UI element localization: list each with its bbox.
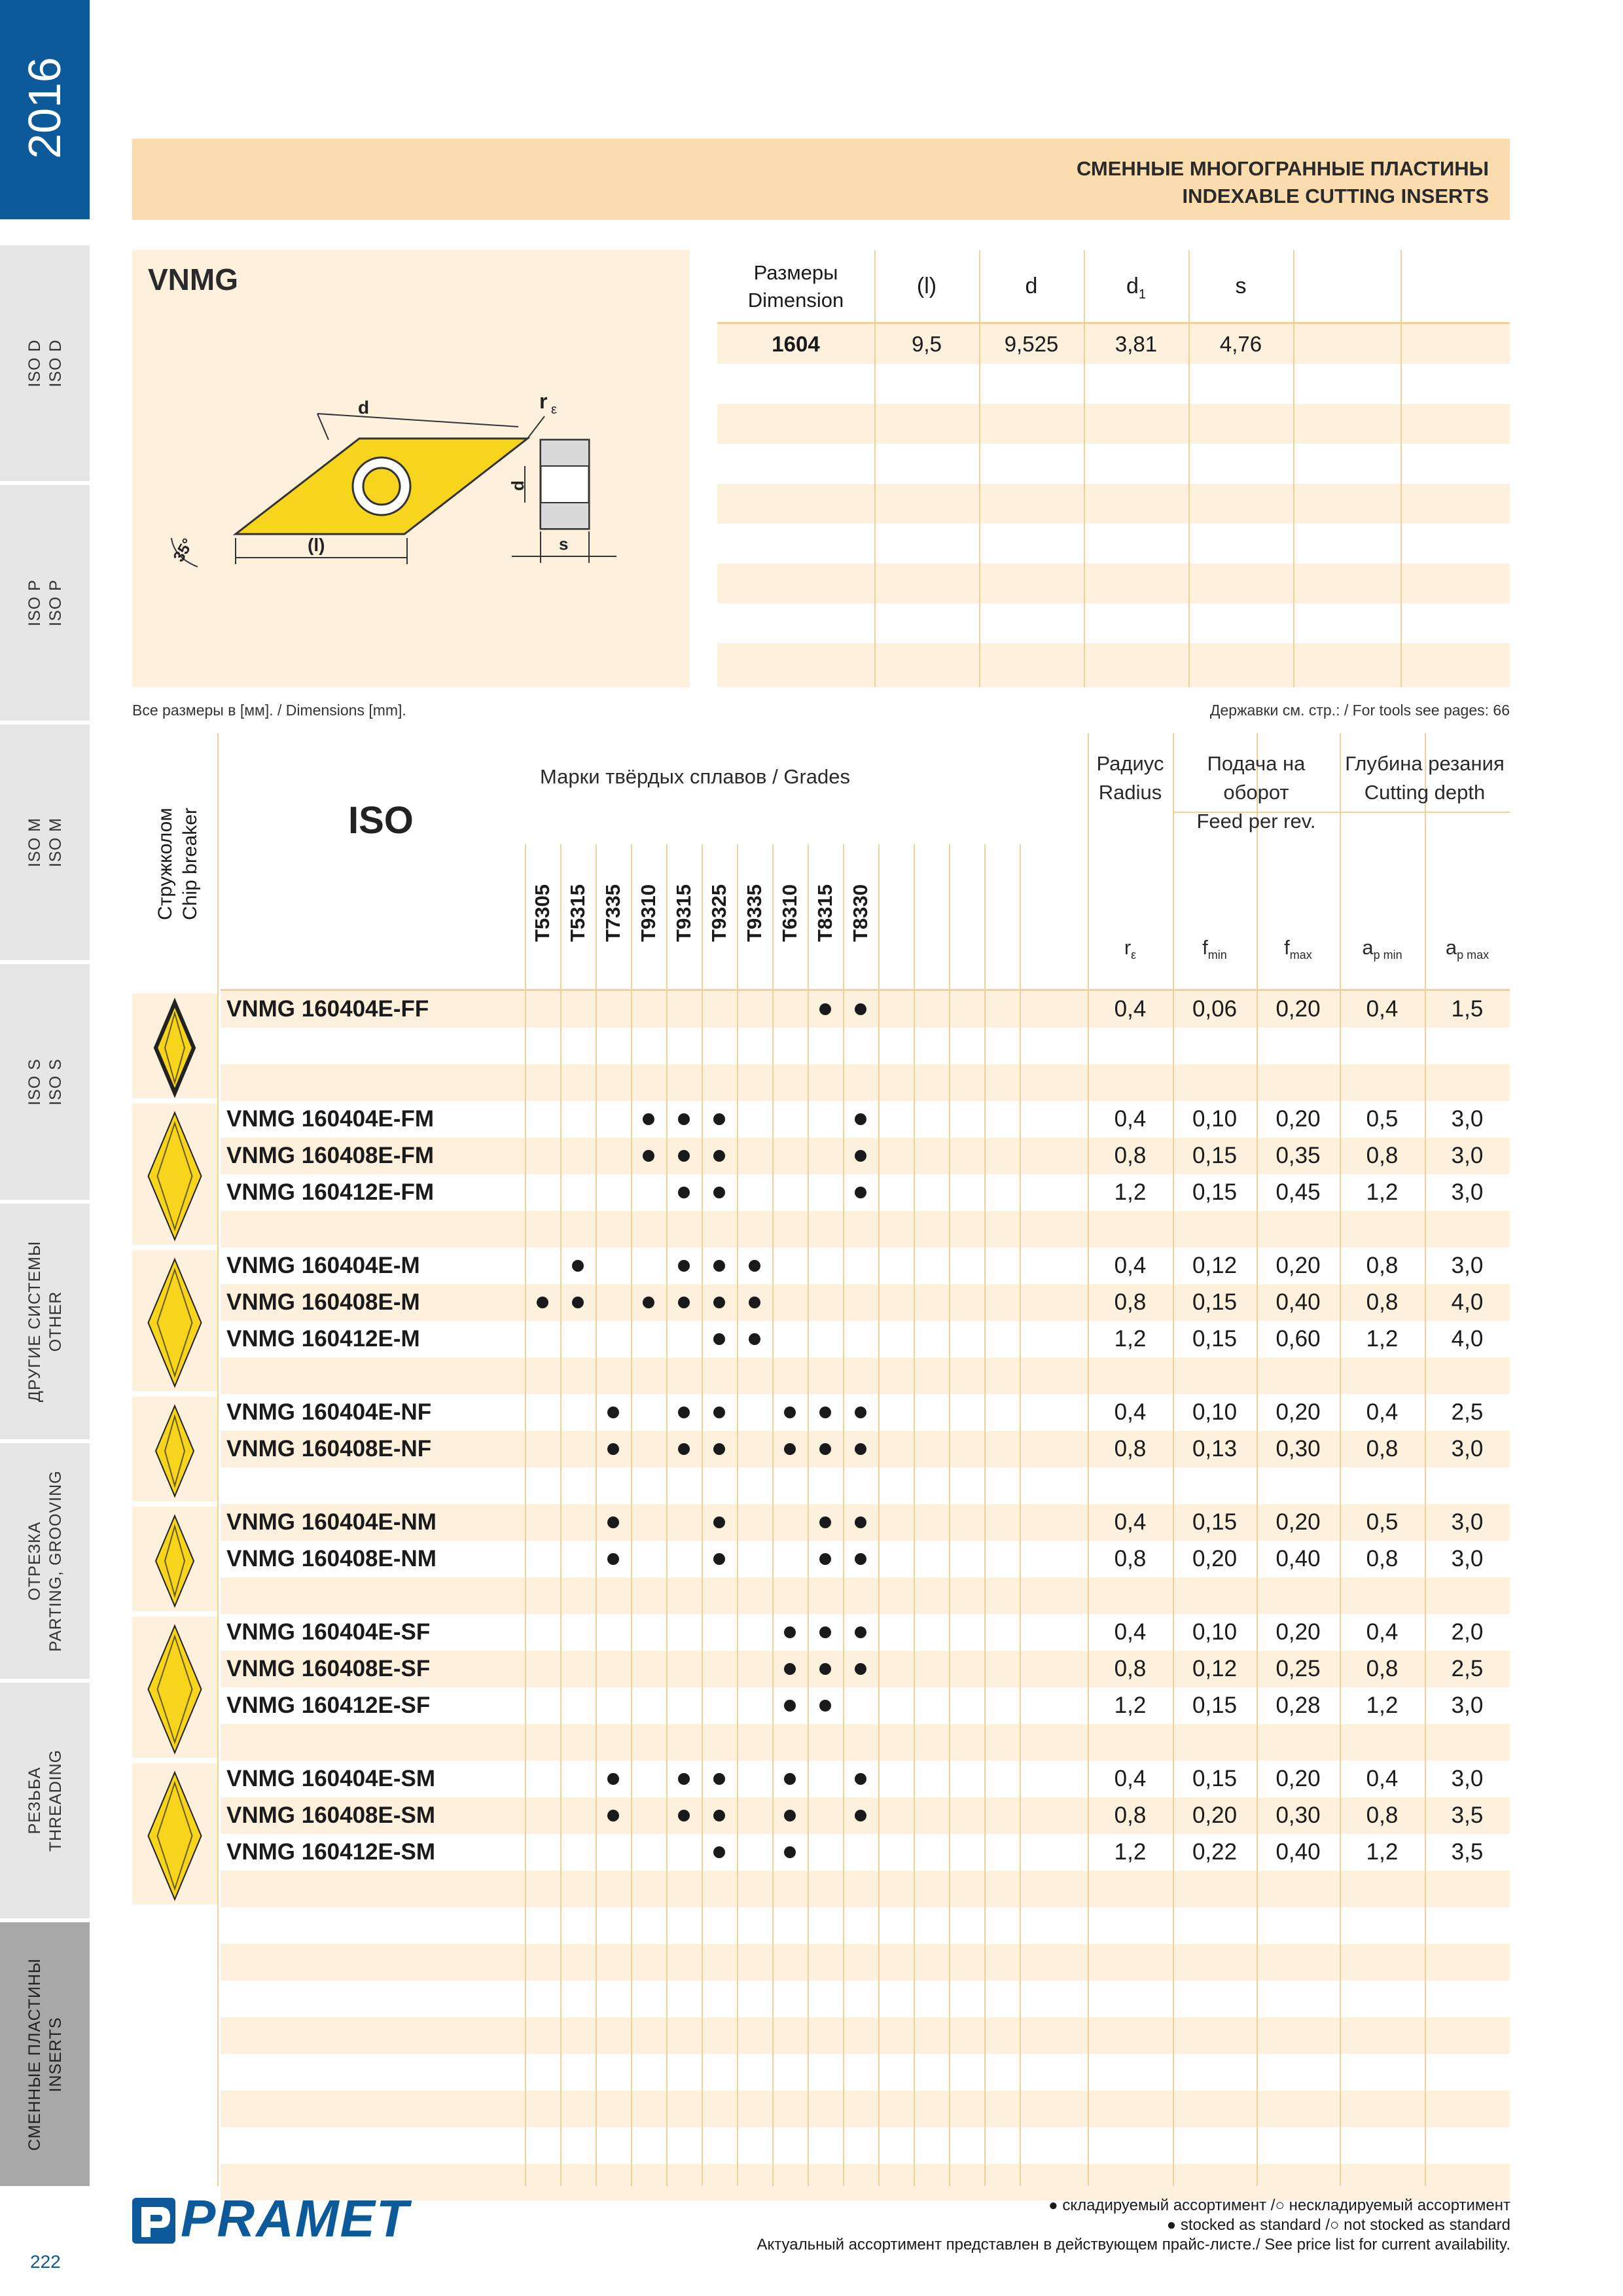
designation: VNMG 160404E-M: [226, 1253, 420, 1278]
fmax-value: 0,20: [1275, 1106, 1321, 1132]
d1-cell: 3,81: [1115, 332, 1158, 356]
fmin-value: 0,12: [1192, 1656, 1238, 1681]
fmax-value: 0,28: [1275, 1693, 1321, 1718]
apmin-value: 0,4: [1366, 1399, 1399, 1425]
stock-dot: [819, 1407, 831, 1418]
radius-sub: ε: [551, 403, 557, 417]
tab-label-en: OTHER: [46, 1291, 65, 1352]
radius-label: r: [539, 389, 548, 413]
apmax-value: 2,5: [1451, 1399, 1484, 1425]
tab-label-en: THREADING: [46, 1749, 65, 1852]
tab-label-ru: ДРУГИЕ СИСТЕМЫ: [25, 1240, 44, 1403]
designation: VNMG 160404E-SM: [226, 1766, 436, 1791]
stock-dot: [819, 1626, 831, 1638]
tab-label-en: ISO M: [46, 817, 65, 867]
stock-dot: [713, 1553, 725, 1565]
fmin-value: 0,12: [1192, 1253, 1238, 1278]
grade-header: T5305: [531, 884, 554, 942]
stock-dot: [572, 1297, 584, 1308]
stock-dot: [819, 1553, 831, 1565]
stock-dot: [749, 1260, 760, 1272]
sidebar: [0, 0, 90, 2186]
stock-dot: [643, 1297, 654, 1308]
radius-header: Радиус Radius: [1096, 752, 1164, 804]
fmin-value: 0,22: [1192, 1839, 1238, 1865]
stock-dot: [819, 1003, 831, 1015]
pramet-logo-icon: [132, 2198, 175, 2244]
legend-en: ● stocked as standard /○ not stocked as standard: [1166, 2216, 1510, 2234]
grades-table: [132, 733, 1510, 2186]
fmax-value: 0,25: [1275, 1656, 1321, 1681]
designation: VNMG 160412E-SF: [226, 1693, 431, 1718]
stock-dot: [713, 1407, 725, 1418]
re-value: 0,8: [1114, 1289, 1147, 1315]
stock-dot: [855, 1003, 866, 1015]
re-value: 0,4: [1114, 1619, 1147, 1645]
stock-dot: [713, 1260, 725, 1272]
apmin-value: 0,8: [1366, 1253, 1399, 1278]
chipbreaker-nm-icon: [132, 1507, 217, 1611]
apmax-value: 2,0: [1451, 1619, 1484, 1645]
re-value: 0,8: [1114, 1546, 1147, 1571]
fmin-value: 0,06: [1192, 996, 1238, 1022]
grade-header: T9315: [672, 884, 695, 942]
fmin-value: 0,15: [1192, 1326, 1238, 1352]
re-value: 0,8: [1114, 1803, 1147, 1828]
tab-label-ru: ISO D: [25, 339, 44, 387]
re-value: 1,2: [1114, 1839, 1147, 1865]
designation: VNMG 160408E-M: [226, 1289, 420, 1315]
stock-dot: [678, 1407, 690, 1418]
tab-label-en: ISO S: [46, 1058, 65, 1105]
fmin-value: 0,15: [1192, 1766, 1238, 1791]
chipbreaker-ff-icon: [132, 994, 217, 1098]
designation: VNMG 160404E-NF: [226, 1399, 432, 1425]
fmax-value: 0,20: [1275, 1253, 1321, 1278]
stock-dot: [855, 1663, 866, 1675]
stock-dot: [855, 1626, 866, 1638]
apmin-value: 0,4: [1366, 996, 1399, 1022]
stock-dot: [678, 1810, 690, 1821]
re-value: 0,4: [1114, 996, 1147, 1022]
fmin-value: 0,20: [1192, 1546, 1238, 1571]
tab-label-en: ISO D: [46, 339, 65, 387]
apmax-value: 3,0: [1451, 1693, 1484, 1718]
stock-dot: [855, 1516, 866, 1528]
stock-dot: [784, 1626, 796, 1638]
symbol-fmin: $f_{min}$: [1202, 936, 1227, 962]
apmax-value: 4,0: [1451, 1289, 1484, 1315]
grade-header: T9335: [743, 884, 766, 942]
fmax-value: 0,20: [1275, 1766, 1321, 1791]
dim-d-label: d: [358, 397, 370, 418]
dimension-header-en: Dimension: [747, 289, 844, 312]
re-value: 0,8: [1114, 1436, 1147, 1462]
apmax-value: 3,0: [1451, 1509, 1484, 1535]
stock-dot: [784, 1407, 796, 1418]
apmin-value: 0,8: [1366, 1656, 1399, 1681]
sidebar-tab-iso-p[interactable]: [0, 481, 90, 721]
apmin-value: 0,5: [1366, 1509, 1399, 1535]
apmax-value: 3,0: [1451, 1766, 1484, 1791]
grade-header: T6310: [778, 884, 801, 942]
sidebar-tab-parting[interactable]: [0, 1439, 90, 1679]
stock-dot: [678, 1113, 690, 1125]
sidebar-tab-iso-s[interactable]: [0, 960, 90, 1200]
page-number: 222: [30, 2251, 61, 2272]
section-title-ru: СМЕННЫЕ МНОГОГРАННЫЕ ПЛАСТИНЫ: [1076, 157, 1489, 180]
tab-label-en: ISO P: [46, 579, 65, 626]
stock-dot: [537, 1297, 548, 1308]
stock-dot: [713, 1810, 725, 1821]
apmin-value: 1,2: [1366, 1326, 1399, 1352]
col-header-l: (l): [916, 274, 937, 298]
stock-dot: [784, 1773, 796, 1785]
apmax-value: 3,0: [1451, 1143, 1484, 1168]
stock-dot: [784, 1663, 796, 1675]
dimension-row: [717, 324, 1510, 364]
stock-dot: [607, 1407, 619, 1418]
stock-dot: [678, 1260, 690, 1272]
depth-header: Глубина резания Cutting depth: [1345, 752, 1505, 804]
stock-dot: [678, 1187, 690, 1198]
tab-label-ru: ISO M: [25, 817, 44, 867]
fmax-value: 0,20: [1275, 1619, 1321, 1645]
designation: VNMG 160404E-NM: [226, 1509, 437, 1535]
re-value: 1,2: [1114, 1179, 1147, 1205]
fmax-value: 0,35: [1275, 1143, 1321, 1168]
designation: VNMG 160412E-FM: [226, 1179, 435, 1205]
insert-drawing: [132, 250, 690, 687]
stock-dot: [713, 1516, 725, 1528]
grade-header: T8330: [849, 884, 872, 942]
chipbreaker-nf-icon: [132, 1397, 217, 1501]
stock-dot: [855, 1113, 866, 1125]
dimension-table: [717, 250, 1510, 687]
tab-label-ru: ОТРЕЗКА: [25, 1521, 44, 1601]
year-badge: [0, 0, 90, 219]
stock-dot: [607, 1443, 619, 1455]
stock-dot: [784, 1846, 796, 1858]
chipbreaker-fm-icon: [132, 1103, 217, 1245]
fmax-value: 0,40: [1275, 1839, 1321, 1865]
dimension-header-ru: Размеры: [753, 261, 838, 284]
fmin-value: 0,20: [1192, 1803, 1238, 1828]
designation: VNMG 160404E-SF: [226, 1619, 431, 1645]
tab-label-ru: РЕЗЬБА: [25, 1767, 44, 1835]
stock-dot: [819, 1443, 831, 1455]
fmin-value: 0,13: [1192, 1436, 1238, 1462]
dim-s-label: s: [559, 534, 569, 554]
stock-dot: [713, 1150, 725, 1162]
fmax-value: 0,60: [1275, 1326, 1321, 1352]
stock-dot: [855, 1773, 866, 1785]
fmin-value: 0,15: [1192, 1289, 1238, 1315]
stock-dot: [713, 1846, 725, 1858]
designation: VNMG 160404E-FM: [226, 1106, 435, 1132]
year-label: 2016: [19, 57, 70, 159]
chipbreaker-header: Стружколом Chip breaker: [154, 808, 201, 920]
stock-dot: [819, 1700, 831, 1712]
apmax-value: 3,0: [1451, 1546, 1484, 1571]
fmin-value: 0,10: [1192, 1106, 1238, 1132]
apmax-value: 1,5: [1451, 996, 1484, 1022]
tab-label-ru: СМЕННЫЕ ПЛАСТИНЫ: [25, 1958, 44, 2151]
re-value: 0,4: [1114, 1766, 1147, 1791]
price-note: Актуальный ассортимент представлен в действующем прайс-листе./ See price list for current availability.: [757, 2236, 1510, 2253]
tab-label-ru: ISO P: [25, 579, 44, 626]
stock-dot: [819, 1516, 831, 1528]
apmax-value: 2,5: [1451, 1656, 1484, 1681]
tools-pages-note: Державки см. стр.: / For tools see pages: 66: [1209, 702, 1510, 719]
stock-dot: [713, 1773, 725, 1785]
brand-logo-text: PRAMET: [181, 2189, 410, 2248]
tab-label-en: INSERTS: [46, 2017, 65, 2092]
tab-label-ru: ISO S: [25, 1058, 44, 1105]
apmin-value: 0,5: [1366, 1106, 1399, 1132]
apmin-value: 0,4: [1366, 1619, 1399, 1645]
apmin-value: 0,4: [1366, 1766, 1399, 1791]
stock-dot: [678, 1150, 690, 1162]
stock-dot: [572, 1260, 584, 1272]
symbol-re: $r_\varepsilon$: [1124, 936, 1137, 962]
designation: VNMG 160408E-FM: [226, 1143, 435, 1168]
fmax-value: 0,20: [1275, 996, 1321, 1022]
stock-dot: [713, 1443, 725, 1455]
re-value: 0,8: [1114, 1656, 1147, 1681]
stock-dot: [749, 1297, 760, 1308]
apmax-value: 3,5: [1451, 1839, 1484, 1865]
designation: VNMG 160404E-FF: [226, 996, 429, 1022]
stock-dot: [855, 1810, 866, 1821]
fmax-value: 0,30: [1275, 1803, 1321, 1828]
designation: VNMG 160408E-NM: [226, 1546, 437, 1571]
fmin-value: 0,15: [1192, 1693, 1238, 1718]
sidebar-tab-other[interactable]: [0, 1200, 90, 1439]
apmin-value: 1,2: [1366, 1693, 1399, 1718]
apmax-value: 3,0: [1451, 1179, 1484, 1205]
stock-dot: [643, 1150, 654, 1162]
stock-dot: [749, 1333, 760, 1345]
tab-label-en: PARTING, GROOVING: [46, 1470, 65, 1652]
apmin-value: 0,8: [1366, 1289, 1399, 1315]
stock-dot: [819, 1663, 831, 1675]
dim-d1-label: d: [508, 480, 527, 491]
apmin-value: 0,8: [1366, 1436, 1399, 1462]
fmin-value: 0,15: [1192, 1143, 1238, 1168]
stock-dot: [713, 1297, 725, 1308]
section-title-en: INDEXABLE CUTTING INSERTS: [1182, 185, 1489, 207]
stock-dot: [607, 1810, 619, 1821]
stock-dot: [784, 1810, 796, 1821]
s-cell: 4,76: [1219, 332, 1262, 356]
sidebar-tab-iso-m[interactable]: [0, 721, 90, 960]
col-header-d: d: [1025, 274, 1038, 298]
re-value: 0,4: [1114, 1509, 1147, 1535]
apmin-value: 0,8: [1366, 1803, 1399, 1828]
symbol-apmax: $a_{p max}$: [1445, 936, 1489, 962]
stock-dot: [855, 1407, 866, 1418]
sidebar-tab-threading[interactable]: [0, 1679, 90, 1918]
stock-dot: [713, 1113, 725, 1125]
re-value: 1,2: [1114, 1326, 1147, 1352]
apmin-value: 1,2: [1366, 1839, 1399, 1865]
fmin-value: 0,15: [1192, 1509, 1238, 1535]
designation: VNMG 160412E-SM: [226, 1839, 436, 1865]
grade-header: T9325: [707, 884, 730, 942]
stock-dot: [855, 1553, 866, 1565]
size-cell: 1604: [772, 332, 820, 356]
apmin-value: 0,8: [1366, 1143, 1399, 1168]
fmax-value: 0,30: [1275, 1436, 1321, 1462]
apmax-value: 4,0: [1451, 1326, 1484, 1352]
insert-drawing-panel: [132, 250, 690, 687]
grade-header: T8315: [813, 884, 836, 942]
re-value: 0,4: [1114, 1106, 1147, 1132]
apmax-value: 3,0: [1451, 1253, 1484, 1278]
stock-dot: [607, 1773, 619, 1785]
designation: VNMG 160408E-SF: [226, 1656, 431, 1681]
stock-dot: [607, 1516, 619, 1528]
sidebar-tab-iso-d[interactable]: [0, 242, 90, 481]
stock-dot: [855, 1150, 866, 1162]
fmax-value: 0,40: [1275, 1289, 1321, 1315]
fmax-value: 0,20: [1275, 1509, 1321, 1535]
fmax-value: 0,45: [1275, 1179, 1321, 1205]
symbol-fmax: $f_{max}$: [1284, 936, 1312, 962]
fmin-value: 0,10: [1192, 1399, 1238, 1425]
stock-dot: [713, 1333, 725, 1345]
feed-header: Подача на оборот Feed per rev.: [1196, 752, 1316, 833]
grade-header: T5315: [566, 884, 589, 942]
designation: VNMG 160412E-M: [226, 1326, 420, 1352]
apmin-value: 0,8: [1366, 1546, 1399, 1571]
designation: VNMG 160408E-NF: [226, 1436, 432, 1462]
fmin-value: 0,10: [1192, 1619, 1238, 1645]
stock-dot: [784, 1443, 796, 1455]
col-header-d1: $d_1$: [1126, 274, 1147, 302]
apmin-value: 1,2: [1366, 1179, 1399, 1205]
stock-dot: [678, 1773, 690, 1785]
symbol-apmin: $a_{p min}$: [1362, 936, 1402, 962]
fmax-value: 0,20: [1275, 1399, 1321, 1425]
dimensions-note: Все размеры в [мм]. / Dimensions [mm].: [132, 702, 406, 719]
chipbreaker-sm-icon: [132, 1763, 217, 1905]
grade-header: T9310: [637, 884, 660, 942]
stock-dot: [784, 1700, 796, 1712]
grade-header: T7335: [601, 884, 624, 942]
stock-dot: [607, 1553, 619, 1565]
stock-dot: [643, 1113, 654, 1125]
designation: VNMG 160408E-SM: [226, 1803, 436, 1828]
chipbreaker-sf-icon: [132, 1617, 217, 1758]
section-header: [132, 139, 1510, 220]
re-value: 1,2: [1114, 1693, 1147, 1718]
stock-dot: [678, 1297, 690, 1308]
apmax-value: 3,0: [1451, 1436, 1484, 1462]
grades-title: Марки твёрдых сплавов / Grades: [539, 765, 850, 788]
iso-header: ISO: [348, 799, 414, 842]
sidebar-tab-inserts[interactable]: [0, 1918, 90, 2186]
l-cell: 9,5: [912, 332, 942, 356]
re-value: 0,4: [1114, 1399, 1147, 1425]
dim-l-label: (l): [308, 535, 325, 555]
re-value: 0,8: [1114, 1143, 1147, 1168]
fmin-value: 0,15: [1192, 1179, 1238, 1205]
d-cell: 9,525: [1004, 332, 1059, 356]
stock-dot: [855, 1443, 866, 1455]
legend-ru: ● складируемый ассортимент /○ нескладируемый ассортимент: [1048, 2197, 1510, 2214]
fmax-value: 0,40: [1275, 1546, 1321, 1571]
stock-dot: [713, 1187, 725, 1198]
re-value: 0,4: [1114, 1253, 1147, 1278]
angle-label: 35°: [169, 535, 198, 565]
apmax-value: 3,0: [1451, 1106, 1484, 1132]
insert-code: VNMG: [148, 262, 238, 296]
chipbreaker-m-icon: [132, 1250, 217, 1391]
stock-dot: [855, 1187, 866, 1198]
apmax-value: 3,5: [1451, 1803, 1484, 1828]
stock-dot: [678, 1443, 690, 1455]
col-header-s: s: [1235, 274, 1247, 298]
